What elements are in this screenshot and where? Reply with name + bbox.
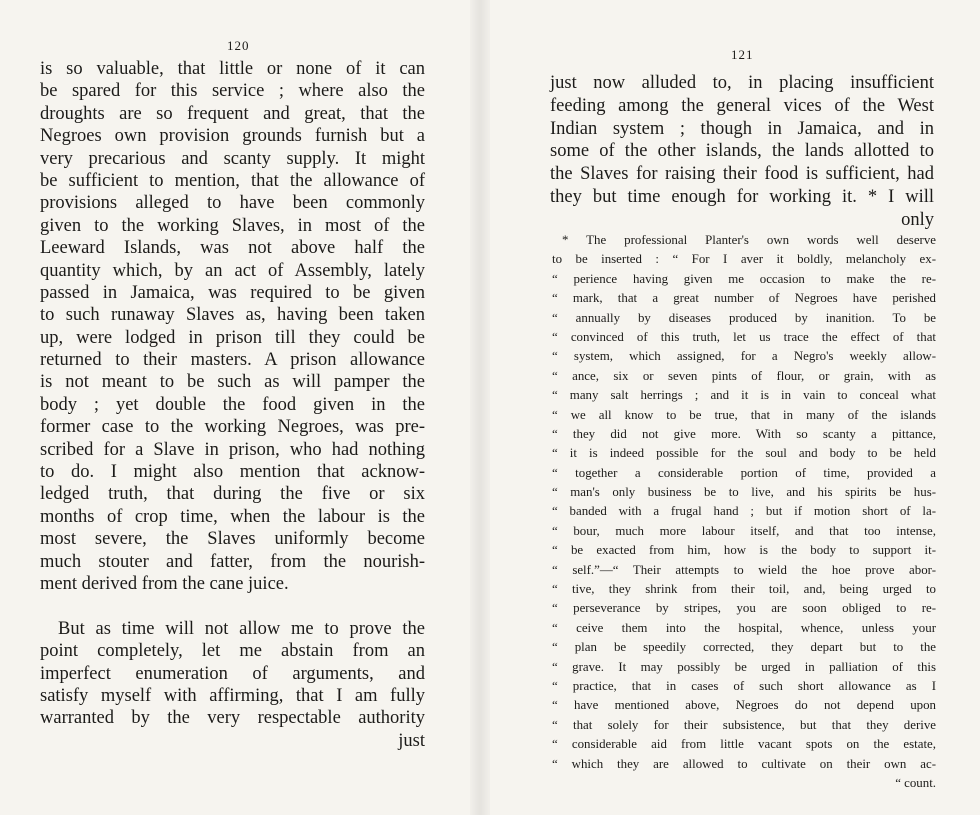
text-line: ment derived from the cane juice. xyxy=(40,573,289,594)
text-line: feeding among the general vices of the West xyxy=(550,95,934,116)
text-line: just now alluded to, in placing insufficient xyxy=(550,73,934,93)
text-line: they but time enough for working it. * I will xyxy=(550,186,934,207)
footnote-line: “ be exacted from him, how is the body to support it- xyxy=(552,543,936,558)
text-line: But as time will not allow me to prove the xyxy=(58,618,425,639)
footnote-line: * The professional Planter's own words well deserve xyxy=(562,233,936,247)
footnote-line: “ ance, six or seven pints of flour, or grain, with as xyxy=(552,368,936,383)
text-line: satisfy myself with affirming, that I am fully xyxy=(40,685,425,706)
text-line: Indian system ; though in Jamaica, and in xyxy=(550,118,934,139)
text-line: body ; yet double the food given in the xyxy=(40,394,425,415)
page-number-right: 121 xyxy=(731,47,754,62)
text-line: warranted by the very respectable authority xyxy=(40,708,425,729)
text-line: to such runaway Slaves as, having been taken xyxy=(40,305,425,326)
text-line: given to the working Slaves, in most of the xyxy=(40,215,425,236)
text-line: be sufficient to mention, that the allowance of xyxy=(40,170,425,191)
text-line: passed in Jamaica, was required to be given xyxy=(40,282,425,303)
text-line: Leeward Islands, was not above half the xyxy=(40,238,425,259)
footnote xyxy=(552,231,936,793)
text-line: the Slaves for raising their food is sufficient, had xyxy=(550,164,934,185)
footnote-line: “ bour, much more labour itself, and that too intense, xyxy=(552,523,936,538)
footnote-line: “ it is indeed possible for the soul and body to be held xyxy=(552,446,936,461)
catchword-left: just xyxy=(398,730,425,751)
footnote-line: to be inserted : “ For I aver it boldly, melancholy ex- xyxy=(552,252,936,267)
footnote-line: “ ceive them into the hospital, whence, unless your xyxy=(552,620,936,635)
text-line: very precarious and scanty supply. It might xyxy=(40,148,425,169)
footnote-line: “ together a considerable portion of time, provided a xyxy=(552,465,936,480)
left-page-text xyxy=(40,58,425,752)
footnote-line: “ self.”—“ Their attempts to wield the hoe prove abor- xyxy=(552,562,936,577)
text-line: provisions alleged to have been commonly xyxy=(40,193,425,214)
right-page xyxy=(490,0,980,815)
page-number-left: 120 xyxy=(227,38,250,53)
text-line: much stouter and fatter, from the nourish- xyxy=(40,551,425,572)
footnote-line: “ plan be speedily corrected, they depart but to the xyxy=(552,640,936,655)
footnote-line: “ man's only business be to live, and his spirits be hus- xyxy=(552,485,936,500)
footnote-line: “ practice, that in cases of such short allowance as I xyxy=(552,678,936,693)
footnote-line: “ considerable aid from little vacant spots on the estate, xyxy=(552,737,936,752)
footnote-line: “ convinced of this truth, let us trace the effect of that xyxy=(552,329,936,344)
text-line: is so valuable, that little or none of it can xyxy=(40,59,425,79)
footnote-line: “ they did not give more. With so scanty a pittance, xyxy=(552,426,936,441)
footnote-line: “ banded with a frugal hand ; but if motion short of la- xyxy=(552,504,936,519)
text-line: be spared for this service ; where also the xyxy=(40,81,425,102)
footnote-end: “ count. xyxy=(895,775,936,790)
text-line: to do. I might also mention that acknow- xyxy=(40,462,425,483)
footnote-line: “ many salt herrings ; and it is in vain to conceal what xyxy=(552,388,936,403)
text-line: point completely, let me abstain from an xyxy=(40,641,425,662)
footnote-line: “ grave. It may possibly be urged in palliation of this xyxy=(552,659,936,674)
footnote-line: “ that solely for their subsistence, but that they derive xyxy=(552,717,936,732)
catchword-right: only xyxy=(901,209,934,230)
text-line: droughts are so frequent and great, that the xyxy=(40,103,425,124)
left-page xyxy=(0,0,470,815)
footnote-line: “ have mentioned above, Negroes do not depend upon xyxy=(552,698,936,713)
footnote-line: “ system, which assigned, for a Negro's weekly allow- xyxy=(552,349,936,364)
footnote-line: “ annually by diseases produced by inanition. To be xyxy=(552,310,936,325)
text-line: returned to their masters. A prison allowance xyxy=(40,350,425,371)
footnote-line: “ perseverance by stripes, you are soon obliged to re- xyxy=(552,601,936,616)
text-line: months of crop time, when the labour is the xyxy=(40,506,425,527)
footnote-line: “ which they are allowed to cultivate on their own ac- xyxy=(552,756,936,771)
book-gutter xyxy=(470,0,490,815)
text-line: former case to the working Negroes, was pre- xyxy=(40,417,425,438)
paragraph-gap xyxy=(40,595,425,617)
right-page-text xyxy=(550,72,934,232)
footnote-line: “ perience having given me occasion to make the re- xyxy=(552,271,936,286)
text-line: up, were lodged in prison till they could be xyxy=(40,327,425,348)
footnote-line: “ tive, they shrink from their toil, and, being urged to xyxy=(552,582,936,597)
text-line: some of the other islands, the lands allotted to xyxy=(550,141,934,162)
text-line: Negroes own provision grounds furnish but a xyxy=(40,126,425,147)
text-line: quantity which, by an act of Assembly, lately xyxy=(40,260,425,281)
footnote-line: “ we all know to be true, that in many of the islands xyxy=(552,407,936,422)
text-line: ledged truth, that during the five or six xyxy=(40,484,425,505)
text-line: imperfect enumeration of arguments, and xyxy=(40,663,425,684)
footnote-line: “ mark, that a great number of Negroes have perished xyxy=(552,291,936,306)
text-line: most severe, the Slaves uniformly become xyxy=(40,529,425,550)
text-line: is not meant to be such as will pamper the xyxy=(40,372,425,393)
text-line: scribed for a Slave in prison, who had nothing xyxy=(40,439,425,460)
